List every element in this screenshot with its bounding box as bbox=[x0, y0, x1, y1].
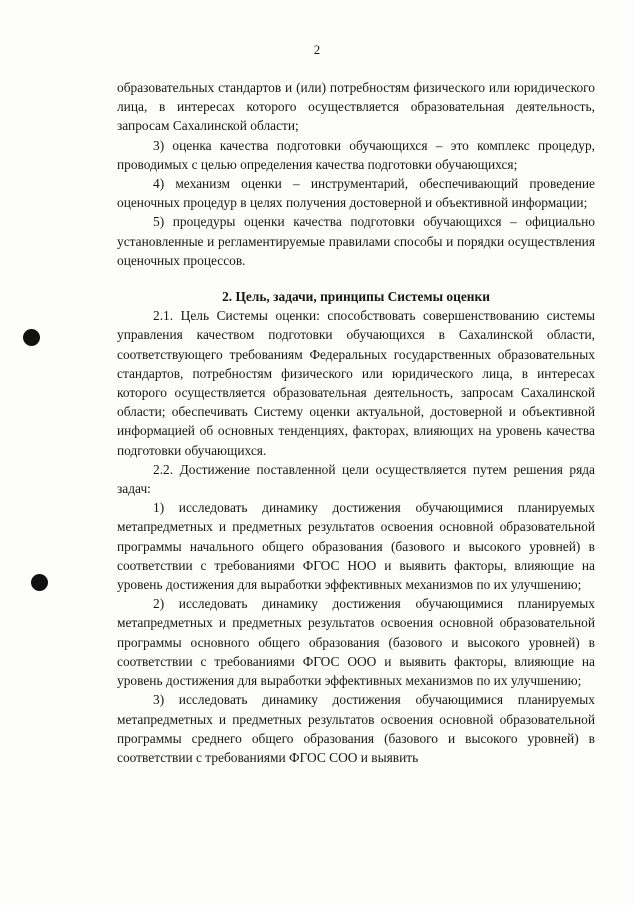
section-paragraph-2-1: 2.1. Цель Системы оценки: способствовать совершенствованию системы управления качеством подготовки обучающихся в Сахалинской области, соответствующего требованиям Федеральных государственных образовательных стандартов, потребностям физического или юридического лица, в интересах которого осуществляется образовательная деятельность, запросам Сахалинской области; обеспечивать Систему оценки актуальной, достоверной и объективной информацией об основных тенденциях, факторах, влияющих на уровень качества подготовки обучающихся. bbox=[117, 308, 595, 458]
definition-item-5: 5) процедуры оценки качества подготовки обучающихся – официально установленные и регламентируемые правилами способы и порядки осуществления оценочных процессов. bbox=[117, 214, 595, 268]
task-item-3: 3) исследовать динамику достижения обучающимися планируемых метапредметных и предметных результатов освоения основной образовательной программы среднего общего образования (базового и высокого уровней) в соответствии с требованиями ФГОС СОО и выявить bbox=[117, 692, 595, 765]
definition-item-3: 3) оценка качества подготовки обучающихся – это комплекс процедур, проводимых с целью определения качества подготовки обучающихся; bbox=[117, 137, 595, 172]
task-item-2: 2) исследовать динамику достижения обучающимися планируемых метапредметных и предметных результатов освоения основной образовательной программы основного общего образования (базового и высокого уровней) в соответствии с требованиями ФГОС ООО и выявить факторы, влияющие на уровень достижения для выработки эффективных механизмов по их улучшению; bbox=[117, 596, 595, 689]
page-number: 2 bbox=[313, 42, 321, 57]
punch-hole-mark bbox=[23, 329, 40, 346]
paragraph-continuation: образовательных стандартов и (или) потребностям физического или юридического лица, в интересах которого осуществляется образовательная деятельность, запросам Сахалинской области; bbox=[117, 80, 595, 134]
section-heading: 2. Цель, задачи, принципы Системы оценки bbox=[222, 289, 490, 305]
task-item-1: 1) исследовать динамику достижения обучающимися планируемых метапредметных и предметных результатов освоения основной образовательной программы начального общего образования (базового и высокого уровней) в соответствии с требованиями ФГОС НОО и выявить факторы, влияющие на уровень достижения для выработки эффективных механизмов по их улучшению; bbox=[117, 500, 595, 593]
punch-hole-mark bbox=[31, 574, 48, 591]
document-body bbox=[117, 78, 595, 767]
definition-item-4: 4) механизм оценки – инструментарий, обеспечивающий проведение оценочных процедур в целях получения достоверной и объективной информации; bbox=[117, 176, 595, 211]
section-paragraph-2-2: 2.2. Достижение поставленной цели осуществляется путем решения ряда задач: bbox=[117, 461, 595, 497]
